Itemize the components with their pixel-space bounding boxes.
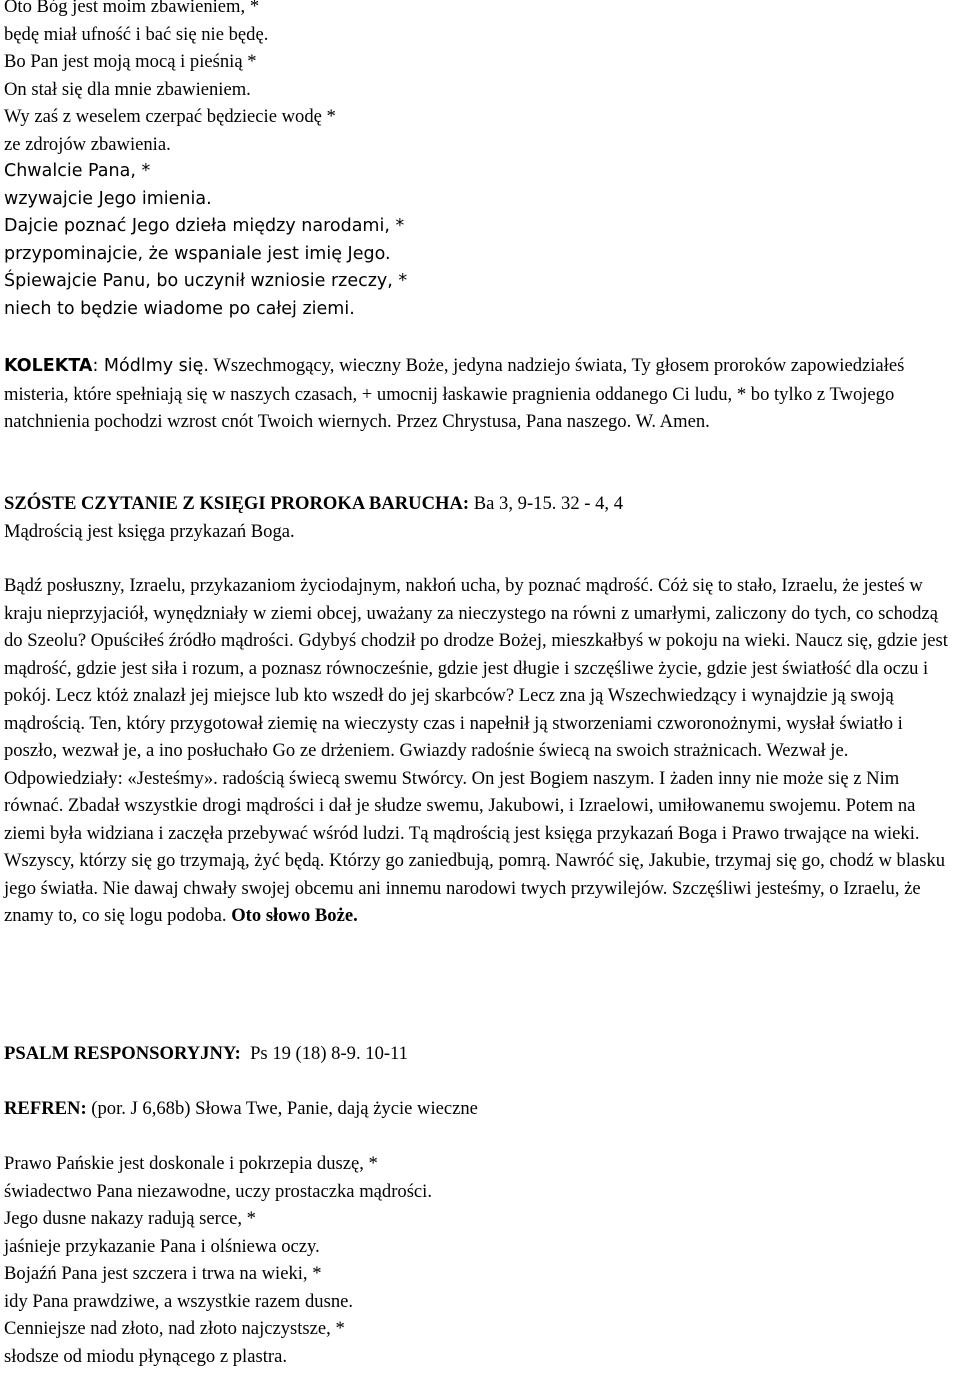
canticle-part-serif — [4, 0, 407, 158]
reading-text: Bądź posłuszny, Izraelu, przykazaniom życiodajnym, nakłoń ucha, by poznać mądrość. Cóż się to stało, Izraelu, że jesteś w kraju nieprzyjaciół, wynędzniały w ziemi obcej, uważany za nieczystego na równi z umarłymi, zaliczony do tych, co schodzą do Szeolu? Opuściłeś źródło mądrości. Gdybyś chodził po drodze Bożej, mieszkałbyś w pokoju na wieki. Naucz się, gdzie jest mądrość, gdzie jest siła i rozum, a poznasz równocześnie, gdzie jest długie i szczęśliwe życie, gdzie jest światłość dla oczu i pokój. Lecz któż znalazł jej miejsce lub kto wszedł do jej skarbców? Lecz zna ją Wszechwiedzący i wynajdzie ją swoją mądrością. Ten, który przygotował ziemię na wieczysty czas i napełnił ją stworzeniami czworonożnymi, wysłał światło i poszło, wezwał je, a ino posłuchało Go ze drżeniem. Gwiazdy radośnie świecą na swoich strażnicach. Wezwał je. Odpowiedziały: «Jesteśmy». radością świecą swemu Stwórcy. On jest Bogiem naszym. I żaden inny nie może się z Nim równać. Zbadał wszystkie drogi mądrości i dał je słudze swemu, Jakubowi, i Izraelowi, umiłowanemu swojemu. Potem na ziemi była widziana i zaczęła przebywać wśród ludzi. Tą mądrością jest księga przykazań Boga i Prawo trwające na wieki. Wszyscy, którzy się go trzymają, żyć będą. Którzy go zaniedbują, pomrą. Nawróć się, Jakubie, trzymaj się go, chodź w blasku jego światła. Nie dawaj chwały swojej obcemu ani innemu narodowi twych przywilejów. Szczęśliwi jesteśmy, o Izraelu, że znamy to, co się logu podoba. — [4, 575, 948, 926]
canticle-line: Oto Bóg jest moim zbawieniem, * — [4, 0, 260, 17]
psalm-heading: PSALM RESPONSORYJNY: — [4, 1043, 241, 1064]
canticle-line: będę miał ufność i bać się nie będę. — [4, 23, 269, 45]
refrain-label: REFREN: — [4, 1098, 87, 1119]
psalm-line: Cenniejsze nad złoto, nad złoto najczystsze, * — [4, 1318, 345, 1339]
collect-prayer — [4, 352, 954, 436]
psalm-line: idy Pana prawdziwe, a wszystkie razem dusne. — [4, 1290, 354, 1312]
canticle-line: Chwalcie Pana, * — [4, 161, 151, 181]
canticle-line: On stał się dla mnie zbawieniem. — [4, 78, 251, 100]
collect-label-suffix: : Módlmy się. — [92, 356, 209, 376]
canticle-line: niech to będzie wiadome po całej ziemi. — [4, 298, 355, 319]
psalm-line: Prawo Pańskie jest doskonale i pokrzepia duszę, * — [4, 1153, 378, 1174]
canticle-line: przypominajcie, że wspaniale jest imię Jego. — [4, 243, 391, 264]
psalm-line: świadectwo Pana niezawodne, uczy prostaczka mądrości. — [4, 1180, 433, 1202]
refrain-text: (por. J 6,68b) Słowa Twe, Panie, dają życie wieczne — [86, 1098, 478, 1119]
canticle-line: wzywajcie Jego imienia. — [4, 188, 212, 209]
collect-text: Wszechmogący, wieczny Boże, jedyna nadziejo świata, Ty głosem proroków zapowiedziałeś misteria, które spełniają się w naszych czasach, + umocnij łaskawie pragnienia oddanego Ci ludu, * bo tylko z Twojego natchnienia pochodzi wzrost cnót Twoich wiernych. Przez Chrystusa, Pana naszego. W. Amen. — [4, 355, 905, 432]
canticle-line: ze zdrojów zbawienia. — [4, 133, 171, 155]
canticle-line: Dajcie poznać Jego dzieła między narodami, * — [4, 216, 405, 236]
canticle-line: Wy zaś z weselem czerpać będziecie wodę * — [4, 106, 336, 127]
reading-subtitle: Mądrością jest księga przykazań Boga. — [4, 520, 295, 542]
psalm-line: jaśnieje przykazanie Pana i olśniewa oczy. — [4, 1235, 320, 1257]
reading-header — [4, 490, 956, 545]
canticle-line: Śpiewajcie Panu, bo uczynił wzniosie rzeczy, * — [4, 271, 408, 291]
canticle-text — [4, 0, 407, 323]
canticle-line: Bo Pan jest moją mocą i pieśnią * — [4, 51, 257, 72]
reading-closing: Oto słowo Boże. — [231, 905, 358, 926]
psalm-line: Bojaźń Pana jest szczera i trwa na wieki, * — [4, 1263, 322, 1284]
psalm-header — [4, 1040, 408, 1068]
reading-title-line — [4, 490, 956, 518]
reading-reference: Ba 3, 9-15. 32 - 4, 4 — [469, 493, 624, 514]
refrain — [4, 1095, 478, 1123]
psalm-reference: Ps 19 (18) 8-9. 10-11 — [250, 1043, 408, 1064]
psalm-line: Jego dusne nakazy radują serce, * — [4, 1208, 256, 1229]
reading-heading: SZÓSTE CZYTANIE Z KSIĘGI PROROKA BARUCHA: — [4, 493, 470, 514]
psalm-verses — [4, 1150, 432, 1370]
collect-label-group — [4, 356, 209, 376]
reading-body — [4, 572, 956, 930]
collect-label: KOLEKTA — [4, 356, 93, 376]
canticle-part-sans — [4, 158, 407, 323]
psalm-line: słodsze od miodu płynącego z plastra. — [4, 1345, 287, 1367]
